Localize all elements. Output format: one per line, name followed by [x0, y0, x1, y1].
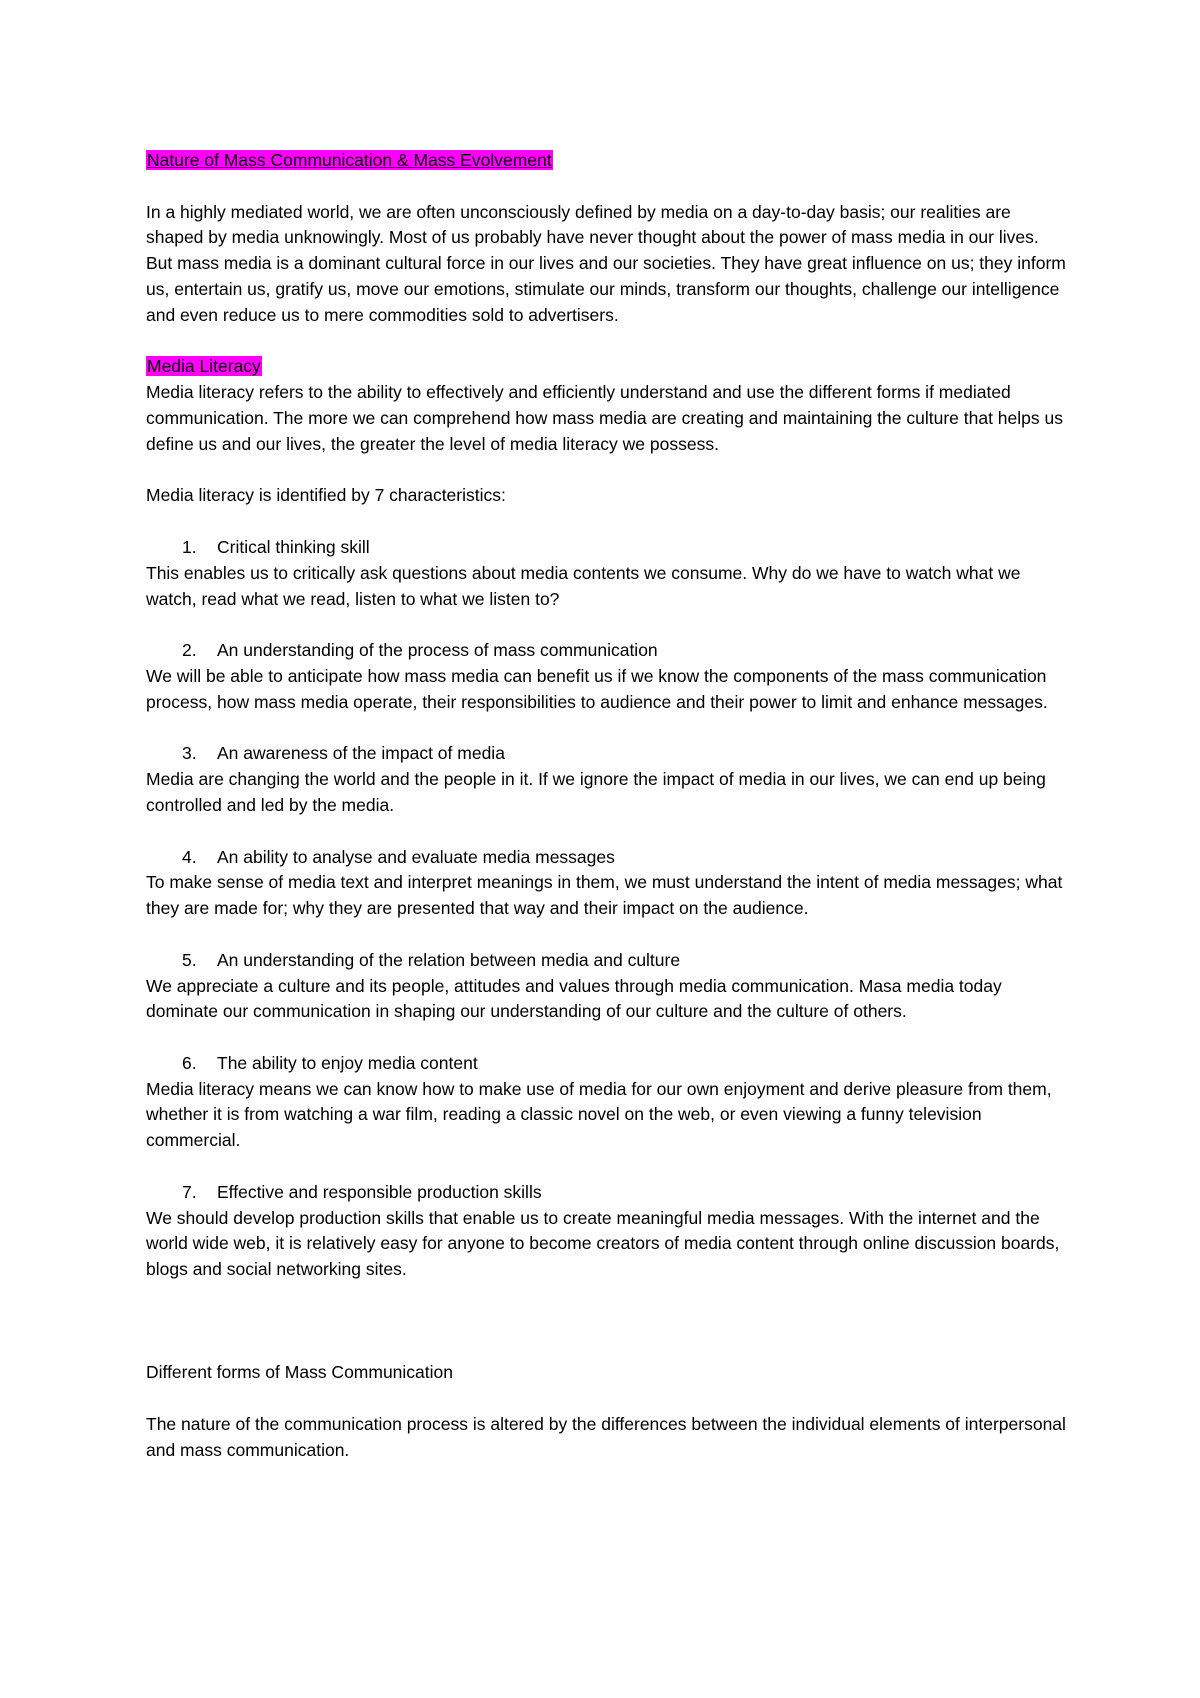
- media-literacy-heading: [146, 354, 1066, 380]
- list-description: We should develop production skills that enable us to create meaningful media messages. With the internet and the world wide web, it is relatively easy for anyone to become creators of media content through online discussion boards, blogs and social networking sites.: [146, 1207, 1060, 1280]
- list-description: This enables us to critically ask questions about media contents we consume. Why do we have to watch what we watch, read what we read, listen to what we listen to?: [146, 562, 1021, 609]
- list-item: [182, 845, 1066, 871]
- list-title: An understanding of the process of mass communication: [217, 640, 658, 661]
- intro-paragraph: In a highly mediated world, we are often unconsciously defined by media on a day-to-day basis; our realities are shaped by media unknowingly. Most of us probably have never thought about the power of mass media in our lives. But mass media is a dominant cultural force in our lives and our societies. They have great influence on us; they inform us, entertain us, gratify us, move our emotions, stimulate our minds, transform our thoughts, challenge our intelligence and even reduce us to mere commodities sold to advertisers.: [146, 201, 1066, 325]
- list-number: 7.: [182, 1181, 197, 1202]
- list-description: Media are changing the world and the people in it. If we ignore the impact of media in our lives, we can end up being controlled and led by the media.: [146, 769, 1046, 815]
- main-heading-text: Nature of Mass Communication & Mass Evolvement: [147, 150, 552, 170]
- list-description: To make sense of media text and interpret meanings in them, we must understand the intent of media messages; what they are made for; why they are presented that way and their impact on the audience.: [146, 872, 1063, 919]
- list-title: An ability to analyse and evaluate media messages: [217, 846, 615, 867]
- list-description: Media literacy means we can know how to make use of media for our own enjoyment and derive pleasure from them, whether it is from watching a war film, reading a classic novel on the web, or even viewing a funny television commercial.: [146, 1078, 1052, 1151]
- media-literacy-heading-text: Media Literacy: [147, 356, 261, 377]
- list-item: [182, 535, 1066, 561]
- list-description: We will be able to anticipate how mass media can benefit us if we know the components of the mass communication process, how mass media operate, their responsibilities to audience and their power to limit and enhance messages.: [146, 665, 1048, 712]
- list-number: 4.: [182, 846, 197, 867]
- document-page: [146, 148, 1066, 1464]
- forms-paragraph: The nature of the communication process is altered by the differences between the individual elements of interpersonal and mass communication.: [146, 1414, 1066, 1460]
- media-literacy-paragraph: Media literacy refers to the ability to effectively and efficiently understand and use the different forms if mediated communication. The more we can comprehend how mass media are creating and maintaining the culture that helps us define us and our lives, the greater the level of media literacy we possess.: [146, 382, 1063, 454]
- forms-heading: Different forms of Mass Communication: [146, 1362, 454, 1383]
- list-item: [182, 741, 1066, 767]
- list-item: [182, 1051, 1066, 1077]
- main-heading: [146, 148, 1066, 174]
- list-number: 3.: [182, 743, 197, 764]
- list-item: [182, 638, 1066, 664]
- list-title: The ability to enjoy media content: [217, 1052, 478, 1073]
- list-title: Critical thinking skill: [217, 536, 370, 557]
- list-item: [182, 948, 1066, 974]
- characteristics-intro: Media literacy is identified by 7 characteristics:: [146, 485, 506, 506]
- list-number: 5.: [182, 949, 197, 970]
- list-title: An understanding of the relation between media and culture: [217, 949, 681, 970]
- list-number: 2.: [182, 640, 197, 661]
- list-number: 1.: [182, 536, 197, 557]
- list-description: We appreciate a culture and its people, attitudes and values through media communication. Masa media today dominate our communication in shaping our understanding of our culture and the culture of others.: [146, 975, 1002, 1022]
- list-item: [182, 1180, 1066, 1206]
- list-title: Effective and responsible production skills: [217, 1181, 542, 1202]
- list-number: 6.: [182, 1052, 197, 1073]
- list-title: An awareness of the impact of media: [217, 743, 505, 764]
